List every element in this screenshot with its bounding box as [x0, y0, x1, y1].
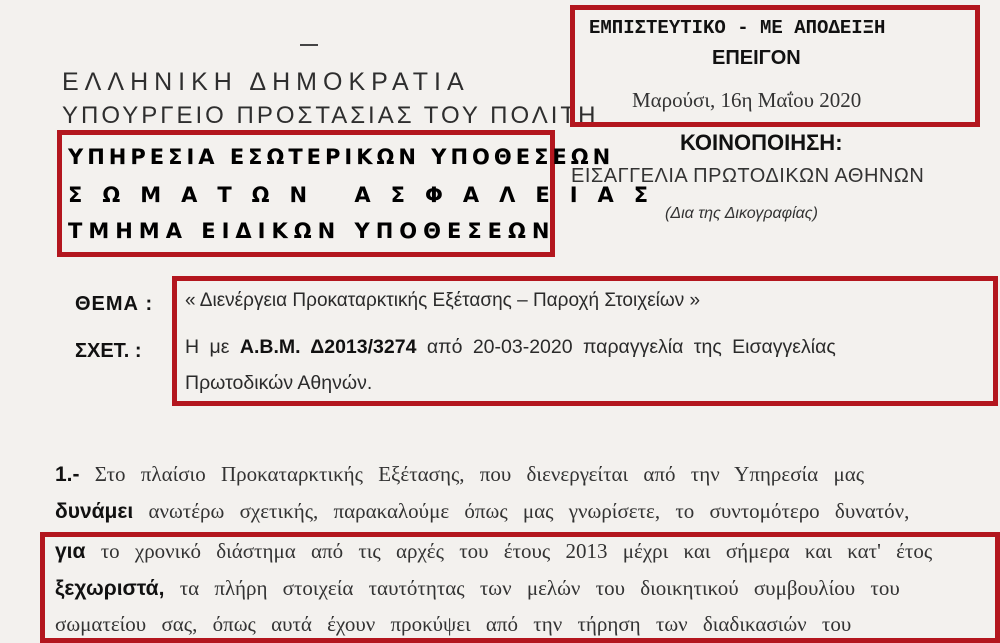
reference-line-2: Πρωτοδικών Αθηνών.: [185, 372, 373, 394]
cc-title: ΚΟΙΝΟΠΟΙΗΣΗ:: [680, 130, 843, 155]
body-line-2: δυνάμει ανωτέρω σχετικής, παρακαλούμε όπως μας γνωρίσετε, το συντομότερο δυνατόν,: [55, 499, 910, 523]
republic-heading: ΕΛΛΗΝΙΚΗ ΔΗΜΟΚΡΑΤΙΑ: [62, 68, 470, 96]
subject-text: « Διενέργεια Προκαταρκτικής Εξέτασης – Παροχή Στοιχείων »: [185, 290, 701, 311]
department-line-1: ΥΠΗΡΕΣΙΑ ΕΣΩΤΕΡΙΚΩΝ ΥΠΟΘΕΣΕΩΝ: [68, 145, 615, 169]
confidential-label: ΕΜΠΙΣΤΕΥΤΙΚΟ - ΜΕ ΑΠΟΔΕΙΞΗ: [589, 17, 886, 39]
subject-label: ΘΕΜΑ :: [75, 293, 154, 315]
body-line-1: 1.- Στο πλαίσιο Προκαταρκτικής Εξέτασης, που διενεργείται από την Υπηρεσία μας: [55, 462, 865, 486]
decorative-dash: [300, 44, 318, 46]
cc-recipient: ΕΙΣΑΓΓΕΛΙΑ ΠΡΩΤΟΔΙΚΩΝ ΑΘΗΝΩΝ: [571, 165, 925, 187]
body-line-4: ξεχωριστά, τα πλήρη στοιχεία ταυτότητας των μελών του διοικητικού συμβουλίου του: [55, 576, 900, 600]
department-line-3: ΤΜΗΜΑ ΕΙΔΙΚΩΝ ΥΠΟΘΕΣΕΩΝ: [68, 219, 556, 243]
department-line-2: ΣΩΜΑΤΩΝ ΑΣΦΑΛΕΙΑΣ: [68, 183, 669, 207]
ministry-heading: ΥΠΟΥΡΓΕΙΟ ΠΡΟΣΤΑΣΙΑΣ ΤΟΥ ΠΟΛΙΤΗ: [62, 102, 599, 129]
reference-code: Α.Β.Μ. Δ2013/3274: [239, 336, 417, 358]
cc-note: (Δια της Δικογραφίας): [665, 205, 818, 222]
document-date: Μαρούσι, 16η Μαΐου 2020: [632, 88, 862, 112]
reference-label: ΣΧΕΤ. :: [75, 340, 142, 362]
body-line-3: για το χρονικό διάστημα από τις αρχές του έτους 2013 μέχρι και σήμερα και κατ' έτος: [55, 539, 933, 563]
urgent-label: ΕΠΕΙΓΟΝ: [712, 47, 801, 69]
reference-line-1: Η με Α.Β.Μ. Δ2013/3274 από 20-03-2020 παραγγελία της Εισαγγελίας: [185, 336, 836, 358]
body-line-5: σωματείου σας, όπως αυτά έχουν προκύψει από την τήρηση των διαδικασιών του: [55, 612, 852, 636]
